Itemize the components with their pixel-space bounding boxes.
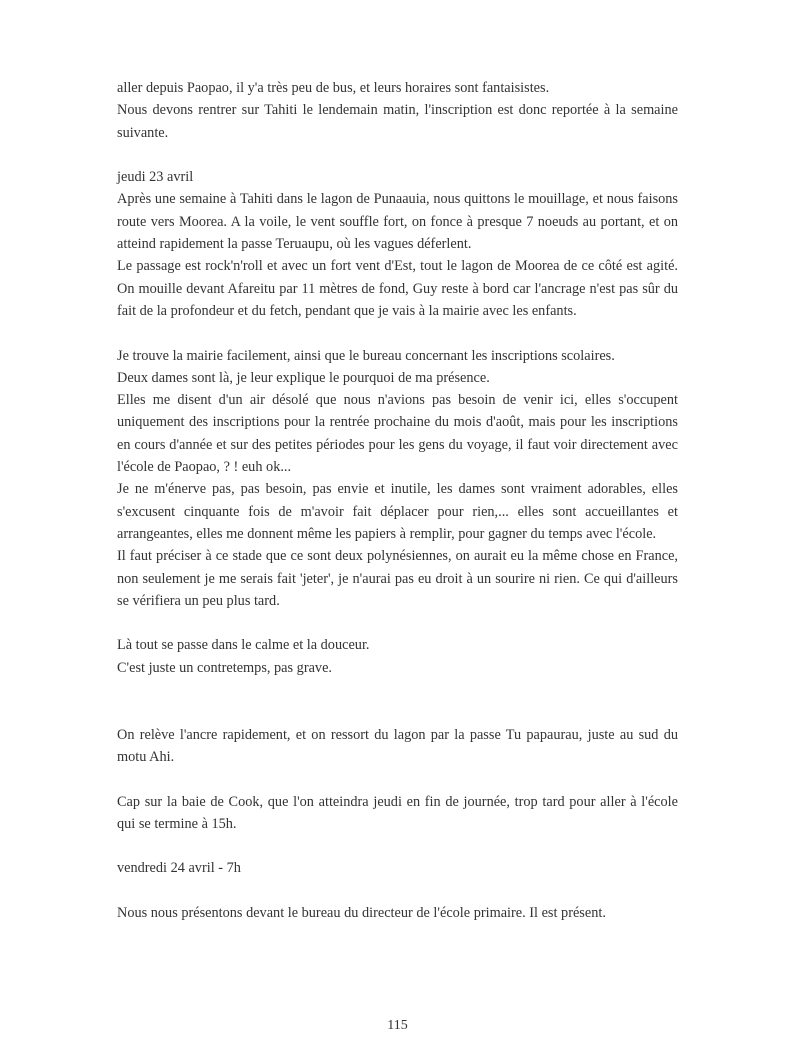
spacer	[117, 612, 678, 634]
paragraph: Je trouve la mairie facilement, ainsi que le bureau concernant les inscriptions scolaires.	[117, 347, 615, 364]
paragraph: Cap sur la baie de Cook, que l'on atteindra jeudi en fin de journée, trop tard pour aller à l'école qui se termine à 15h.	[117, 793, 678, 832]
paragraph: Deux dames sont là, je leur explique le pourquoi de ma présence.	[117, 369, 490, 386]
spacer	[117, 880, 678, 902]
paragraph: Je ne m'énerve pas, pas besoin, pas envie et inutile, les dames sont vraiment adorables, elles s'excusent cinquante fois de m'avoir fait déplacer pour rien,... elles sont accueillantes et arrangeantes, elles me donnent même les papiers à remplir, pour gagner du temps avec l'école.	[117, 481, 678, 542]
document-page	[117, 77, 678, 924]
spacer	[117, 768, 678, 790]
spacer	[117, 144, 678, 166]
paragraph: Le passage est rock'n'roll et avec un fort vent d'Est, tout le lagon de Moorea de ce côté est agité. On mouille devant Afareitu par 11 mètres de fond, Guy reste à bord car l'ancrage n'est pas sûr du fait de la profondeur et du fetch, pendant que je vais à la mairie avec les enfants.	[117, 258, 678, 319]
paragraph: Là tout se passe dans le calme et la douceur.	[117, 637, 370, 654]
paragraph: Il faut préciser à ce stade que ce sont deux polynésiennes, on aurait eu la même chose en France, non seulement je me serais fait 'jeter', je n'aurai pas eu droit à un sourire ni rien. Ce qui d'ailleurs se vérifiera un peu plus tard.	[117, 548, 678, 609]
page-number: 115	[387, 1018, 408, 1033]
paragraph: aller depuis Paopao, il y'a très peu de bus, et leurs horaires sont fantaisistes.	[117, 80, 550, 96]
spacer	[117, 322, 678, 344]
paragraph: Nous nous présentons devant le bureau du directeur de l'école primaire. Il est présent.	[117, 904, 606, 921]
paragraph: Nous devons rentrer sur Tahiti le lendemain matin, l'inscription est donc reportée à la semaine suivante.	[117, 102, 678, 141]
paragraph: On relève l'ancre rapidement, et on ressort du lagon par la passe Tu papaurau, juste au sud du motu Ahi.	[117, 726, 678, 765]
spacer	[117, 679, 678, 724]
paragraph: Après une semaine à Tahiti dans le lagon de Punaauia, nous quittons le mouillage, et nous faisons route vers Moorea. A la voile, le vent souffle fort, on fonce à presque 7 noeuds au portant, et on atteind rapidement la passe Teruaupu, où les vagues déferlent.	[117, 191, 678, 253]
date-heading: jeudi 23 avril	[117, 169, 194, 186]
spacer	[117, 835, 678, 857]
paragraph: C'est juste un contretemps, pas grave.	[117, 659, 332, 676]
date-heading: vendredi 24 avril - 7h	[117, 860, 241, 877]
paragraph: Elles me disent d'un air désolé que nous n'avions pas besoin de venir ici, elles s'occupent uniquement des inscriptions pour la rentrée prochaine du mois d'août, mais pour les inscriptions en cours d'année et sur des petites périodes pour les gens du voyage, il faut voir directement avec l'école de Paopao, ? ! euh ok...	[117, 392, 678, 476]
